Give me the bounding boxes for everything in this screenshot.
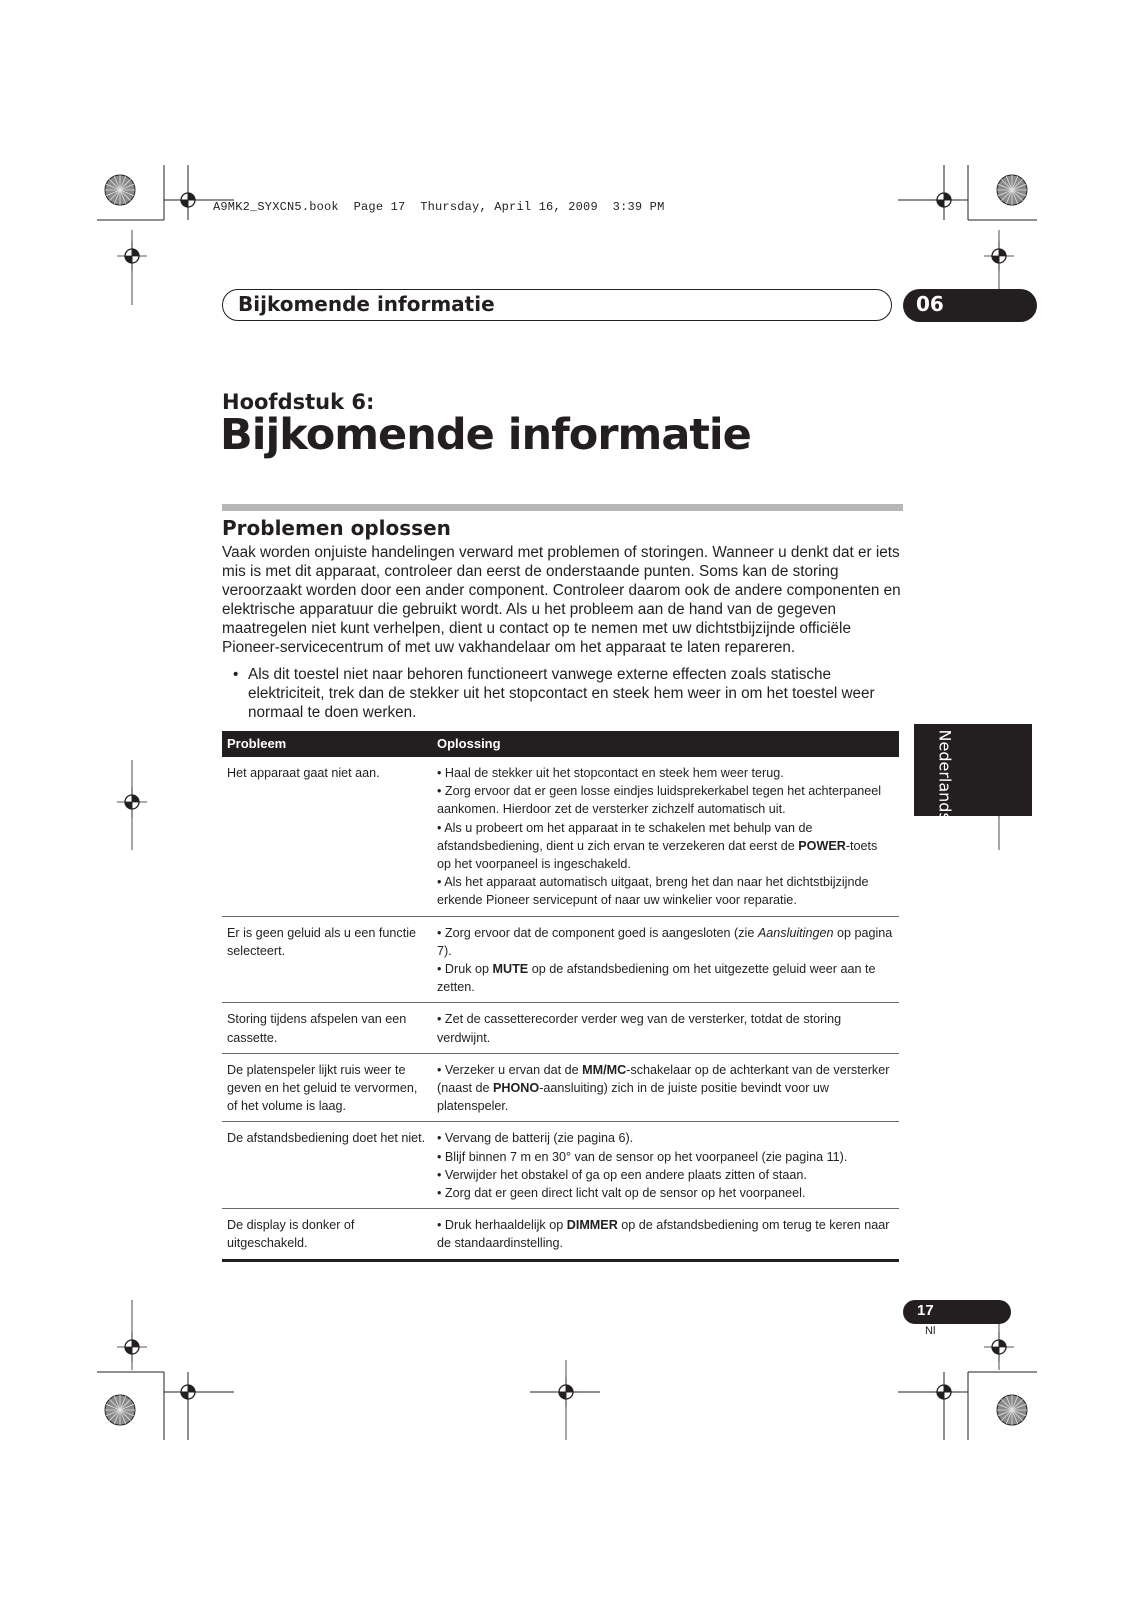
solution-line: • Haal de stekker uit het stopcontact en steek hem weer terug. [437,766,784,780]
solution-cell [432,1053,899,1122]
solution-cell [432,1003,899,1053]
solution-line: • Zorg dat er geen direct licht valt op de sensor op het voorpaneel. [437,1186,806,1201]
problem-cell: Er is geen geluid als u een functie selecteert. [222,916,432,1003]
troubleshooting-table [222,731,899,1262]
problem-cell: Het apparaat gaat niet aan. [222,757,432,916]
header-title: Bijkomende informatie [238,292,495,316]
solution-line: • Verwijder het obstakel of ga op een andere plaats zitten of staan. [437,1167,807,1182]
section-rule [222,504,903,511]
solution-line: • Als het apparaat automatisch uitgaat, breng het dan naar het dichtstbijzijnde erkende Pioneer servicepunt of naar uw winkelier voor reparatie. [437,875,869,908]
table-row [222,1122,899,1209]
table-row [222,1053,899,1122]
solution-cell [432,916,899,1003]
table-row [222,916,899,1003]
header-problem: Probleem [222,731,432,757]
intro-bullet: • Als dit toestel niet naar behoren functioneert vanwege externe effecten zoals statische elektriciteit, trek dan de stekker uit het stopcontact en steek hem weer in om het toestel weer normaal te doen werken. [233,665,905,722]
solution-cell [432,1209,899,1260]
page-number: 17 [917,1302,934,1319]
table-row [222,1209,899,1260]
problem-cell: Storing tijdens afspelen van een cassette. [222,1003,432,1053]
table-row [222,1003,899,1053]
language-tab-label: Nederlands [935,729,955,821]
solution-line: • Zorg ervoor dat de component goed is aangesloten (zie Aansluitingen op pagina 7). [437,925,893,958]
print-info: A9MK2_SYXCN5.book Page 17 Thursday, April 16, 2009 3:39 PM [213,200,665,214]
language-tab [914,724,1032,821]
table-header-row [222,731,899,757]
header-solution: Oplossing [432,731,899,757]
solution-line: • Druk herhaaldelijk op DIMMER op de afstandsbediening om terug te keren naar de standaardinstelling. [437,1218,890,1251]
solution-cell [432,1122,899,1209]
table-row [222,757,899,916]
solution-line: • Vervang de batterij (zie pagina 6). [437,1131,634,1146]
solution-line: • Druk op MUTE op de afstandsbediening om het uitgezette geluid weer aan te zetten. [437,962,876,995]
solution-cell [432,757,899,916]
intro-paragraph: Vaak worden onjuiste handelingen verward met problemen of storingen. Wanneer u denkt dat er iets mis is met dit apparaat, controleer dan eerst de onderstaande punten. Soms kan de storing veroorzaakt worden door een ander component. Controleer daarom ook de andere componenten en elektrische apparatuur die gebruikt wordt. Als u het probleem aan de hand van de gegeven maatregelen niet kunt verhelpen, dient u contact op te nemen met uw dichtstbijzijnde officiële Pioneer-servicecentrum of met uw vakhandelaar om het apparaat te laten repareren. [222,544,901,656]
chapter-number: 06 [916,292,944,316]
solution-line: • Blijf binnen 7 m en 30° van de sensor op het voorpaneel (zie pagina 11). [437,1149,848,1164]
problem-cell: De display is donker of uitgeschakeld. [222,1209,432,1260]
solution-line: • Verzeker u ervan dat de MM/MC-schakelaar op de achterkant van de versterker (naast de PHONO-aansluiting) zich in de juiste positie bevindt voor uw platenspeler. [437,1062,890,1114]
page-language-code: Nl [925,1325,936,1337]
problem-cell: De platenspeler lijkt ruis weer te geven en het geluid te vervormen, of het volume is laag. [222,1053,432,1122]
solution-line: • Zet de cassetterecorder verder weg van de versterker, totdat de storing verdwijnt. [437,1012,842,1045]
page-title: Bijkomende informatie [220,410,751,460]
problem-cell: De afstandsbediening doet het niet. [222,1122,432,1209]
chapter-label: Hoofdstuk 6: [222,390,375,414]
section-title: Problemen oplossen [222,516,451,540]
solution-line: • Zorg ervoor dat er geen losse eindjes luidsprekerkabel tegen het achterpaneel aankomen. Hierdoor zet de versterker zichzelf automatisch uit. [437,784,882,817]
solution-line: • Als u probeert om het apparaat in te schakelen met behulp van de afstandsbediening, dient u zich ervan te verzekeren dat eerst de POWER-toets op het voorpaneel is ingeschakeld. [437,820,878,872]
